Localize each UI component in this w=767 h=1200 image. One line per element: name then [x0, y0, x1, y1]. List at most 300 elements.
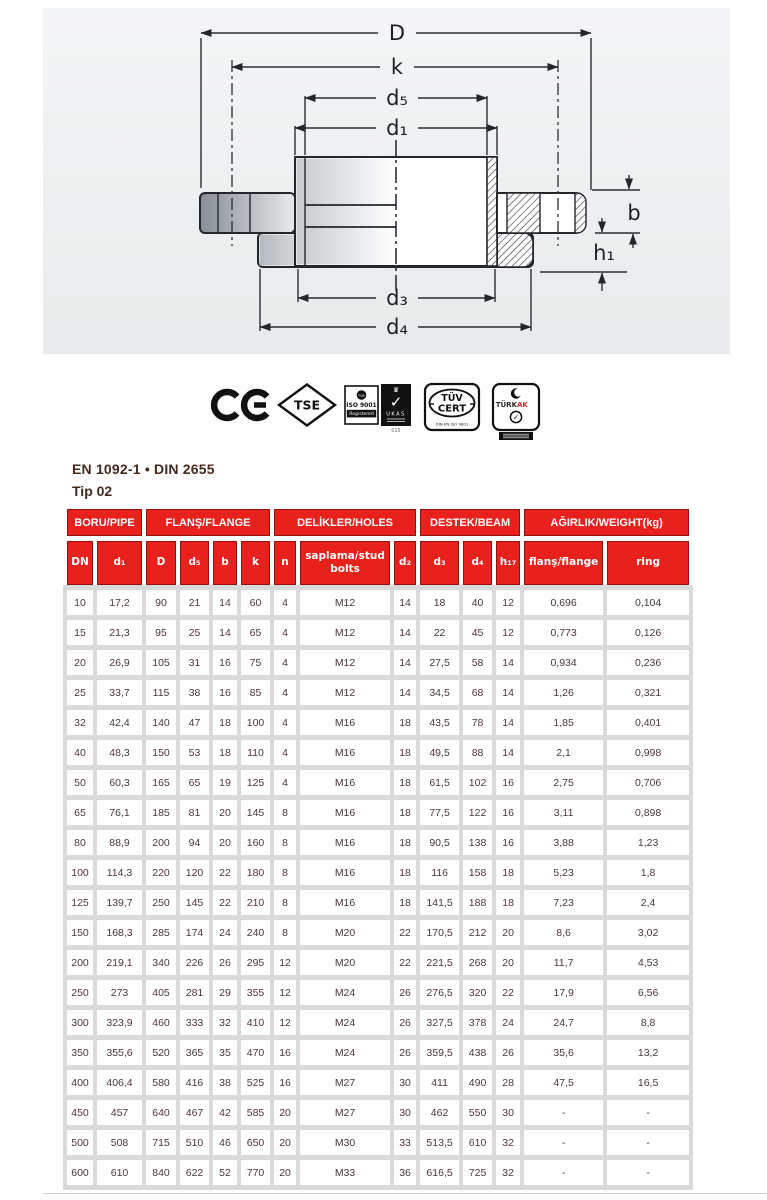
cell: 38	[180, 680, 209, 705]
cell: 36	[394, 1160, 416, 1185]
ce-mark-icon	[214, 392, 267, 418]
iso9001-logo	[345, 386, 378, 424]
cell: M24	[300, 1040, 390, 1065]
turkak-check-icon: ✓	[512, 412, 520, 422]
cell: 510	[180, 1130, 209, 1155]
table-row	[67, 980, 689, 1005]
cell: 355	[241, 980, 270, 1005]
column-header: d₃	[420, 541, 459, 585]
column-header: h₁₇	[496, 541, 520, 585]
cell: 14	[496, 650, 520, 675]
cell: 90	[146, 590, 176, 615]
cell: 20	[213, 800, 237, 825]
cell: 35	[213, 1040, 237, 1065]
cell: 8	[274, 830, 296, 855]
flange-technical-drawing	[0, 0, 767, 360]
cell: 22	[213, 860, 237, 885]
cell: 240	[241, 920, 270, 945]
cell: 550	[463, 1100, 492, 1125]
cell: 470	[241, 1040, 270, 1065]
cell: 10	[67, 590, 93, 615]
cell: 138	[463, 830, 492, 855]
cell: 125	[67, 890, 93, 915]
cell: 508	[97, 1130, 142, 1155]
cell: 40	[67, 740, 93, 765]
cell: 355,6	[97, 1040, 142, 1065]
cell: M16	[300, 800, 390, 825]
cert-text: CERT	[437, 403, 467, 415]
cell: 16	[496, 800, 520, 825]
cell: 285	[146, 920, 176, 945]
cell: 88,9	[97, 830, 142, 855]
tuv-sub-text: DIN EN ISO 9001	[435, 421, 469, 427]
cell: 200	[67, 950, 93, 975]
cell: 30	[394, 1070, 416, 1095]
cell: 100	[241, 710, 270, 735]
cell: 95	[146, 620, 176, 645]
cell: 416	[180, 1070, 209, 1095]
cell: 25	[67, 680, 93, 705]
cell: 585	[241, 1100, 270, 1125]
cell: 3,02	[607, 920, 689, 945]
cell: 333	[180, 1010, 209, 1035]
cell: 14	[496, 740, 520, 765]
cell: 4	[274, 650, 296, 675]
cell: M12	[300, 650, 390, 675]
cell: 411	[420, 1070, 459, 1095]
cell: 16,5	[607, 1070, 689, 1095]
cell: 77,5	[420, 800, 459, 825]
ukas-check-icon: ✓	[389, 393, 403, 411]
group-header: DELİKLER/HOLES	[274, 509, 416, 536]
collar-hatch	[497, 233, 533, 267]
cell: 26	[394, 1010, 416, 1035]
cell: M12	[300, 620, 390, 645]
cell: 30	[496, 1100, 520, 1125]
cell: 12	[274, 980, 296, 1005]
cell: M20	[300, 950, 390, 975]
column-header: n	[274, 541, 296, 585]
cell: M16	[300, 830, 390, 855]
cell: 18	[496, 890, 520, 915]
cell: 4	[274, 590, 296, 615]
cell: 5,23	[524, 860, 603, 885]
cell: 60,3	[97, 770, 142, 795]
cell: 2,4	[607, 890, 689, 915]
page-divider	[43, 1193, 767, 1194]
cell: 43,5	[420, 710, 459, 735]
cell: 14	[394, 650, 416, 675]
cell: M20	[300, 920, 390, 945]
cell: 4	[274, 680, 296, 705]
cell: 840	[146, 1160, 176, 1185]
table-row	[67, 680, 689, 705]
cell: 139,7	[97, 890, 142, 915]
cell: 450	[67, 1100, 93, 1125]
cell: 65	[241, 620, 270, 645]
cell: 219,1	[97, 950, 142, 975]
cell: 610	[463, 1130, 492, 1155]
ukas-text: UKAS	[386, 411, 406, 418]
cell: 26	[213, 950, 237, 975]
cell: 26,9	[97, 650, 142, 675]
cell: 725	[463, 1160, 492, 1185]
table-row	[67, 1130, 689, 1155]
cell: 4	[274, 770, 296, 795]
cell: 8	[274, 920, 296, 945]
cell: 640	[146, 1100, 176, 1125]
cell: 0,126	[607, 620, 689, 645]
cell: -	[607, 1160, 689, 1185]
certification-logos	[203, 376, 563, 440]
cell: 500	[67, 1130, 93, 1155]
cell: 273	[97, 980, 142, 1005]
cell: 462	[420, 1100, 459, 1125]
cell: 35,6	[524, 1040, 603, 1065]
dim-label-d1: d₁	[386, 116, 408, 140]
cell: 276,5	[420, 980, 459, 1005]
registered-text: Registered	[349, 412, 374, 418]
dim-label-h1: h₁	[593, 241, 615, 265]
cell: 42	[213, 1100, 237, 1125]
cell: 13,2	[607, 1040, 689, 1065]
cell: 33	[394, 1130, 416, 1155]
cell: 48,3	[97, 740, 142, 765]
cell: 40	[463, 590, 492, 615]
cell: 11,7	[524, 950, 603, 975]
cell: 490	[463, 1070, 492, 1095]
cell: M30	[300, 1130, 390, 1155]
cell: 365	[180, 1040, 209, 1065]
cell: 180	[241, 860, 270, 885]
cell: 323,9	[97, 1010, 142, 1035]
table-row	[67, 620, 689, 645]
cell: 105	[146, 650, 176, 675]
type-title: Tip 02	[72, 483, 113, 499]
cell: 378	[463, 1010, 492, 1035]
cell: 0,236	[607, 650, 689, 675]
table-header	[67, 509, 689, 585]
cell: 94	[180, 830, 209, 855]
cell: 600	[67, 1160, 93, 1185]
cell: 165	[146, 770, 176, 795]
cell: 6,56	[607, 980, 689, 1005]
cell: 33,7	[97, 680, 142, 705]
cell: 140	[146, 710, 176, 735]
cell: 170,5	[420, 920, 459, 945]
cell: 16	[274, 1040, 296, 1065]
cell: 18	[394, 770, 416, 795]
cell: 188	[463, 890, 492, 915]
cell: 47,5	[524, 1070, 603, 1095]
cell: -	[607, 1100, 689, 1125]
cell: 0,898	[607, 800, 689, 825]
cell: 226	[180, 950, 209, 975]
group-header: DESTEK/BEAM	[420, 509, 520, 536]
cell: 38	[213, 1070, 237, 1095]
cell: 4	[274, 710, 296, 735]
cell: 21	[180, 590, 209, 615]
cell: 18	[394, 860, 416, 885]
cell: 20	[496, 920, 520, 945]
cell: M16	[300, 710, 390, 735]
group-header: FLANŞ/FLANGE	[146, 509, 270, 536]
cell: 22	[394, 920, 416, 945]
cell: 24	[213, 920, 237, 945]
cell: 0,321	[607, 680, 689, 705]
cell: 102	[463, 770, 492, 795]
group-header: BORU/PIPE	[67, 509, 142, 536]
tse-text: TSE	[293, 397, 321, 413]
cell: -	[524, 1130, 603, 1155]
cell: 0,401	[607, 710, 689, 735]
cell: 0,934	[524, 650, 603, 675]
cell: 16	[213, 680, 237, 705]
table-row	[67, 1160, 689, 1185]
cell: 68	[463, 680, 492, 705]
cell: 32	[496, 1160, 520, 1185]
cell: 185	[146, 800, 176, 825]
cell: 281	[180, 980, 209, 1005]
cell: M33	[300, 1160, 390, 1185]
cell: M24	[300, 980, 390, 1005]
cell: 85	[241, 680, 270, 705]
cell: 27,5	[420, 650, 459, 675]
table-row	[67, 920, 689, 945]
column-header: d₄	[463, 541, 492, 585]
cell: M16	[300, 890, 390, 915]
cell: 50	[67, 770, 93, 795]
cell: 18	[420, 590, 459, 615]
table-row	[67, 710, 689, 735]
cell: 78	[463, 710, 492, 735]
cell: 19	[213, 770, 237, 795]
cell: 212	[463, 920, 492, 945]
cell: 405	[146, 980, 176, 1005]
cell: 116	[420, 860, 459, 885]
tse-logo	[279, 385, 335, 426]
sleeve-hatch	[487, 157, 497, 266]
cell: 58	[463, 650, 492, 675]
cell: M16	[300, 770, 390, 795]
cell: 0,706	[607, 770, 689, 795]
cell: 406,4	[97, 1070, 142, 1095]
flange-dimension-table	[63, 504, 693, 1190]
cell: 7,23	[524, 890, 603, 915]
cell: -	[524, 1100, 603, 1125]
cell: 61,5	[420, 770, 459, 795]
cell: 20	[274, 1130, 296, 1155]
cell: 268	[463, 950, 492, 975]
cell: 359,5	[420, 1040, 459, 1065]
column-header: d₁	[97, 541, 142, 585]
cell: 12	[496, 620, 520, 645]
cell: 1,26	[524, 680, 603, 705]
table-row	[67, 830, 689, 855]
cell: M24	[300, 1010, 390, 1035]
cell: 14	[213, 590, 237, 615]
turkak-logo	[493, 384, 539, 440]
table-row	[67, 950, 689, 975]
table-body	[67, 590, 689, 1185]
group-header-row	[67, 509, 689, 536]
cell: 160	[241, 830, 270, 855]
cell: 20	[274, 1100, 296, 1125]
cell: 32	[213, 1010, 237, 1035]
cell: 14	[394, 590, 416, 615]
column-header: ring	[607, 541, 689, 585]
cell: 16	[496, 830, 520, 855]
cell: 17,9	[524, 980, 603, 1005]
cell: 12	[496, 590, 520, 615]
cell: 26	[394, 1040, 416, 1065]
cell: 168,3	[97, 920, 142, 945]
column-header: d₅	[180, 541, 209, 585]
cell: 513,5	[420, 1130, 459, 1155]
table-row	[67, 860, 689, 885]
turkak-text-1: TÜRK	[495, 401, 517, 409]
cell: 46	[213, 1130, 237, 1155]
cell: 457	[97, 1100, 142, 1125]
cell: 16	[213, 650, 237, 675]
cell: 20	[67, 650, 93, 675]
cell: 76,1	[97, 800, 142, 825]
cell: 18	[394, 890, 416, 915]
cell: 18	[394, 830, 416, 855]
cell: 616,5	[420, 1160, 459, 1185]
cell: 20	[213, 830, 237, 855]
cell: 145	[241, 800, 270, 825]
cell: M12	[300, 680, 390, 705]
tuv-text: TÜV	[441, 393, 463, 404]
cell: 88	[463, 740, 492, 765]
table-row	[67, 1010, 689, 1035]
cell: 4,53	[607, 950, 689, 975]
cell: 42,4	[97, 710, 142, 735]
cell: 115	[146, 680, 176, 705]
cell: 22	[496, 980, 520, 1005]
left-flange-plate	[200, 193, 295, 233]
table-row	[67, 650, 689, 675]
cell: 47	[180, 710, 209, 735]
cell: 65	[180, 770, 209, 795]
cell: 110	[241, 740, 270, 765]
table-row	[67, 1100, 689, 1125]
cell: 220	[146, 860, 176, 885]
cell: 467	[180, 1100, 209, 1125]
hqa-text: hqa	[358, 393, 365, 398]
table-row	[67, 890, 689, 915]
cell: 0,773	[524, 620, 603, 645]
cell: 8,8	[607, 1010, 689, 1035]
cell: 438	[463, 1040, 492, 1065]
cell: 350	[67, 1040, 93, 1065]
cell: 14	[394, 620, 416, 645]
column-header-row	[67, 541, 689, 585]
table-row	[67, 590, 689, 615]
cell: 53	[180, 740, 209, 765]
cell: 16	[496, 770, 520, 795]
cell: 18	[394, 740, 416, 765]
cell: 20	[496, 950, 520, 975]
cell: 210	[241, 890, 270, 915]
cell: 770	[241, 1160, 270, 1185]
cell: 122	[463, 800, 492, 825]
column-header: b	[213, 541, 237, 585]
cell: 12	[274, 1010, 296, 1035]
cell: M27	[300, 1070, 390, 1095]
cell: 300	[67, 1010, 93, 1035]
cell: 14	[496, 710, 520, 735]
cell: 460	[146, 1010, 176, 1035]
cell: 29	[213, 980, 237, 1005]
cell: 1,8	[607, 860, 689, 885]
dim-label-d4: d₄	[386, 315, 408, 339]
cell: 32	[496, 1130, 520, 1155]
cell: 174	[180, 920, 209, 945]
standard-title: EN 1092-1 • DIN 2655	[72, 461, 215, 477]
cell: 100	[67, 860, 93, 885]
cell: 0,696	[524, 590, 603, 615]
cell: 80	[67, 830, 93, 855]
table-row	[67, 740, 689, 765]
cell: 8	[274, 890, 296, 915]
cell: 31	[180, 650, 209, 675]
cell: 8	[274, 860, 296, 885]
cell: -	[607, 1130, 689, 1155]
cell: 18	[213, 740, 237, 765]
dim-label-d3: d₃	[386, 286, 408, 310]
cell: 4	[274, 620, 296, 645]
ukas-number: 015	[391, 429, 401, 434]
cell: 49,5	[420, 740, 459, 765]
cell: 610	[97, 1160, 142, 1185]
cell: 120	[180, 860, 209, 885]
cell: 4	[274, 740, 296, 765]
cell: 622	[180, 1160, 209, 1185]
cell: 22	[394, 950, 416, 975]
cell: 14	[213, 620, 237, 645]
cell: 525	[241, 1070, 270, 1095]
cell: 18	[394, 800, 416, 825]
cell: 150	[146, 740, 176, 765]
cell: 8	[274, 800, 296, 825]
cell: 25	[180, 620, 209, 645]
column-header: k	[241, 541, 270, 585]
column-header: d₂	[394, 541, 416, 585]
cell: 114,3	[97, 860, 142, 885]
cell: 145	[180, 890, 209, 915]
column-header: D	[146, 541, 176, 585]
cell: 400	[67, 1070, 93, 1095]
cell: 14	[394, 680, 416, 705]
cell: 295	[241, 950, 270, 975]
cell: 250	[67, 980, 93, 1005]
cell: 12	[274, 950, 296, 975]
ukas-crown-icon: ♛	[392, 386, 400, 394]
dim-label-d5: d₅	[386, 86, 408, 110]
cell: 3,88	[524, 830, 603, 855]
cell: 520	[146, 1040, 176, 1065]
turkak-text-2: AK	[517, 401, 528, 409]
cell: 81	[180, 800, 209, 825]
cell: 200	[146, 830, 176, 855]
cell: 0,104	[607, 590, 689, 615]
cell: 327,5	[420, 1010, 459, 1035]
cell: 26	[394, 980, 416, 1005]
column-header: flanş/flange	[524, 541, 603, 585]
cell: 125	[241, 770, 270, 795]
